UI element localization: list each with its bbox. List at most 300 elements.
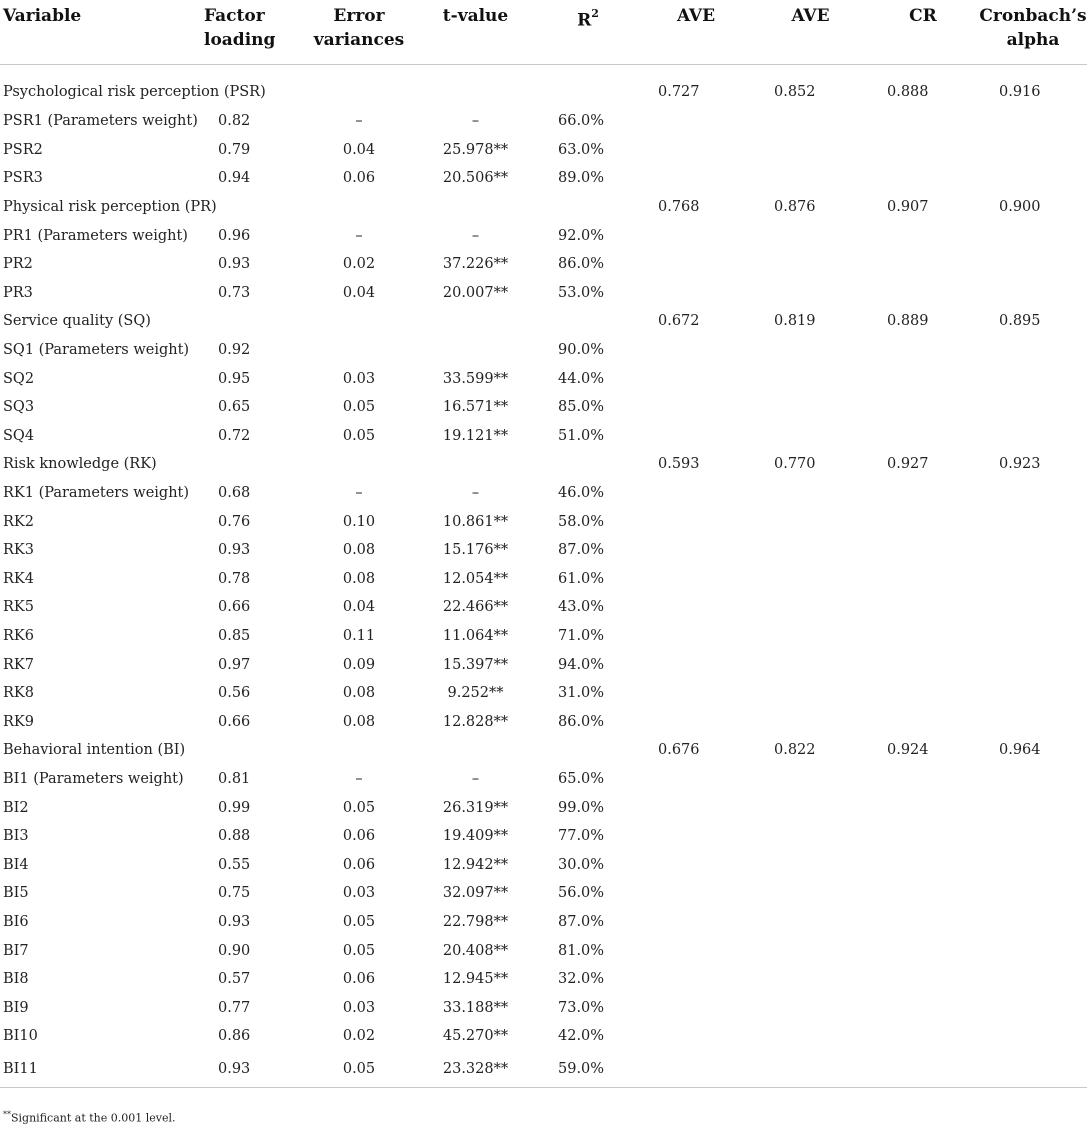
error-variance-cell: 0.11 xyxy=(342,627,376,644)
cr-cell xyxy=(867,422,979,451)
factor-loading-cell: 0.77 xyxy=(218,999,251,1016)
factor-loading-cell: 0.55 xyxy=(218,856,251,873)
ave-2-cell xyxy=(754,107,867,136)
cr-cell xyxy=(867,850,979,879)
variable-cell: PR1 (Parameters weight) xyxy=(3,227,188,244)
t-value-cell: – xyxy=(471,770,480,787)
r2-cell: 65.0% xyxy=(558,770,605,787)
error-variance-cell: 0.05 xyxy=(342,427,376,444)
error-variance-cell xyxy=(305,65,413,108)
cronbach-alpha-cell xyxy=(979,393,1087,422)
ave-2-cell xyxy=(754,221,867,250)
ave-cell: 0.593 xyxy=(658,456,700,473)
variable-cell: PSR3 xyxy=(3,170,43,187)
r2-cell: 87.0% xyxy=(558,913,605,930)
table-row xyxy=(0,993,1087,1022)
error-variance-cell xyxy=(305,736,413,765)
error-variance-cell: 0.08 xyxy=(342,542,376,559)
table-row xyxy=(0,622,1087,651)
ave-cell xyxy=(638,136,754,165)
error-variance-cell: 0.04 xyxy=(342,284,376,301)
cronbach-alpha-cell xyxy=(979,593,1087,622)
factor-loading-cell: 0.76 xyxy=(218,513,251,530)
cronbach-alpha-cell xyxy=(979,364,1087,393)
cronbach-alpha-cell: 0.964 xyxy=(999,742,1041,759)
ave-2-cell xyxy=(754,422,867,451)
cronbach-alpha-cell xyxy=(979,164,1087,193)
ave-cell xyxy=(638,250,754,279)
r2-cell: 61.0% xyxy=(558,570,605,587)
ave-2-cell xyxy=(754,622,867,651)
variable-cell: BI1 (Parameters weight) xyxy=(3,770,184,787)
factor-loading-cell: 0.97 xyxy=(218,656,251,673)
cr-cell xyxy=(867,393,979,422)
error-variance-cell xyxy=(305,450,413,479)
variable-cell: RK1 (Parameters weight) xyxy=(3,485,190,502)
ave-2-cell xyxy=(754,650,867,679)
cronbach-alpha-cell xyxy=(979,536,1087,565)
cronbach-alpha-cell xyxy=(979,1051,1087,1088)
factor-loading-cell: 0.79 xyxy=(218,141,251,158)
factor-loading-cell: 0.93 xyxy=(218,913,251,930)
ave-2-cell xyxy=(754,364,867,393)
t-value-cell: 37.226** xyxy=(442,256,509,273)
footnote-mark: ** xyxy=(3,1110,11,1119)
variable-cell: RK6 xyxy=(3,627,34,644)
cr-cell xyxy=(867,250,979,279)
cr-cell: 0.927 xyxy=(887,456,929,473)
r2-cell xyxy=(538,65,638,108)
ave-2-cell xyxy=(754,565,867,594)
table-row xyxy=(0,364,1087,393)
error-variance-cell: 0.04 xyxy=(342,599,376,616)
cr-cell xyxy=(867,364,979,393)
table-row xyxy=(0,593,1087,622)
t-value-cell: 12.054** xyxy=(442,570,509,587)
table-row xyxy=(0,565,1087,594)
variable-cell: BI7 xyxy=(3,942,29,959)
t-value-cell: – xyxy=(471,485,480,502)
r2-cell: 51.0% xyxy=(558,427,605,444)
t-value-cell: – xyxy=(471,113,480,130)
cronbach-alpha-cell xyxy=(979,993,1087,1022)
t-value-cell: 15.176** xyxy=(442,542,509,559)
ave-cell xyxy=(638,707,754,736)
table-row xyxy=(0,1022,1087,1051)
t-value-cell xyxy=(413,193,538,222)
error-variance-cell: 0.06 xyxy=(342,971,376,988)
footnote-text: Significant at the 0.001 level. xyxy=(11,1111,176,1125)
table-row xyxy=(0,279,1087,308)
r2-cell: 99.0% xyxy=(558,799,605,816)
factor-loading-cell: 0.99 xyxy=(218,799,251,816)
variable-cell: RK8 xyxy=(3,685,34,702)
factor-loading-cell: 0.93 xyxy=(218,256,251,273)
cronbach-alpha-cell xyxy=(979,107,1087,136)
error-variance-cell: – xyxy=(355,770,363,787)
r2-cell: 31.0% xyxy=(558,685,605,702)
variable-cell: PR3 xyxy=(3,284,33,301)
error-variance-cell: 0.10 xyxy=(342,513,376,530)
ave-cell: 0.672 xyxy=(658,313,700,330)
cr-cell xyxy=(867,793,979,822)
r2-cell: 30.0% xyxy=(558,856,605,873)
t-value-cell: 11.064** xyxy=(442,627,509,644)
cronbach-alpha-cell xyxy=(979,793,1087,822)
cr-cell xyxy=(867,565,979,594)
variable-cell: RK9 xyxy=(3,713,34,730)
variable-cell: PR2 xyxy=(3,256,33,273)
ave-2-cell xyxy=(754,993,867,1022)
ave-cell xyxy=(638,393,754,422)
variable-cell: PSR2 xyxy=(3,141,43,158)
t-value-cell: 12.942** xyxy=(442,856,509,873)
variable-cell: BI8 xyxy=(3,971,29,988)
variable-cell: BI6 xyxy=(3,913,29,930)
r2-cell: 43.0% xyxy=(558,599,605,616)
t-value-cell xyxy=(413,336,538,365)
variable-cell: BI4 xyxy=(3,856,29,873)
ave-cell xyxy=(638,279,754,308)
ave-2-cell xyxy=(754,822,867,851)
cr-cell: 0.889 xyxy=(887,313,929,330)
ave-2-cell xyxy=(754,879,867,908)
error-variance-cell: 0.03 xyxy=(342,885,376,902)
table-row xyxy=(0,65,1087,108)
factor-loading-cell: 0.57 xyxy=(218,971,251,988)
ave-cell xyxy=(638,679,754,708)
r2-cell: 71.0% xyxy=(558,627,605,644)
cronbach-alpha-cell xyxy=(979,879,1087,908)
header-cronbach-alpha: Cronbach’s alpha xyxy=(979,0,1087,65)
r2-cell xyxy=(538,193,638,222)
error-variance-cell: 0.09 xyxy=(342,656,376,673)
variable-cell: Physical risk perception (PR) xyxy=(3,199,217,216)
table-row xyxy=(0,765,1087,794)
r2-cell: 56.0% xyxy=(558,885,605,902)
r2-cell: 77.0% xyxy=(558,828,605,845)
cr-cell xyxy=(867,107,979,136)
r2-cell: 59.0% xyxy=(538,1051,638,1088)
table-row xyxy=(0,164,1087,193)
cronbach-alpha-cell xyxy=(979,765,1087,794)
t-value-cell: 23.328** xyxy=(413,1051,538,1088)
r2-cell: 42.0% xyxy=(558,1028,605,1045)
r2-cell xyxy=(538,307,638,336)
table-row xyxy=(0,393,1087,422)
ave-2-cell xyxy=(754,965,867,994)
cronbach-alpha-cell xyxy=(979,936,1087,965)
cronbach-alpha-cell xyxy=(979,221,1087,250)
factor-loading-cell: 0.96 xyxy=(218,227,251,244)
error-variance-cell xyxy=(305,193,413,222)
r2-cell: 85.0% xyxy=(558,399,605,416)
ave-2-cell xyxy=(754,393,867,422)
cr-cell xyxy=(867,336,979,365)
r2-cell: 53.0% xyxy=(558,284,605,301)
r2-cell: 81.0% xyxy=(558,942,605,959)
cr-cell xyxy=(867,679,979,708)
ave-2-cell xyxy=(754,250,867,279)
cronbach-alpha-cell xyxy=(979,707,1087,736)
r2-cell xyxy=(538,450,638,479)
factor-loading-cell: 0.72 xyxy=(218,427,251,444)
cr-cell xyxy=(867,221,979,250)
error-variance-cell: 0.03 xyxy=(342,999,376,1016)
t-value-cell: 9.252** xyxy=(447,685,504,702)
error-variance-cell xyxy=(305,307,413,336)
ave-2-cell: 0.770 xyxy=(774,456,816,473)
table-row xyxy=(0,250,1087,279)
cr-cell xyxy=(867,650,979,679)
cr-cell xyxy=(867,622,979,651)
error-variance-cell: 0.08 xyxy=(342,685,376,702)
factor-loading-cell: 0.86 xyxy=(218,1028,251,1045)
ave-cell xyxy=(638,536,754,565)
variable-cell: BI11 xyxy=(0,1051,200,1088)
t-value-cell: 12.828** xyxy=(442,713,509,730)
error-variance-cell: 0.05 xyxy=(342,799,376,816)
cronbach-alpha-cell xyxy=(979,850,1087,879)
factor-loading-cell: 0.82 xyxy=(218,113,251,130)
ave-2-cell xyxy=(754,479,867,508)
error-variance-cell: 0.06 xyxy=(342,170,376,187)
error-variance-cell: – xyxy=(355,113,363,130)
error-variance-cell: – xyxy=(355,485,363,502)
cr-cell xyxy=(867,279,979,308)
error-variance-cell xyxy=(305,336,413,365)
ave-cell xyxy=(638,908,754,937)
cr-cell xyxy=(867,479,979,508)
error-variance-cell: 0.06 xyxy=(342,828,376,845)
table-row xyxy=(0,450,1087,479)
ave-cell xyxy=(638,993,754,1022)
ave-cell xyxy=(638,1022,754,1051)
t-value-cell: 33.188** xyxy=(442,999,509,1016)
table-row xyxy=(0,679,1087,708)
header-error-variances: Error variances xyxy=(305,0,413,65)
variable-cell: BI9 xyxy=(3,999,29,1016)
variable-cell: RK7 xyxy=(3,656,34,673)
factor-loading-cell: 0.88 xyxy=(218,828,251,845)
cr-cell xyxy=(867,936,979,965)
table-row xyxy=(0,136,1087,165)
factor-loading-cell: 0.93 xyxy=(218,542,251,559)
variable-cell: RK2 xyxy=(3,513,34,530)
t-value-cell xyxy=(413,450,538,479)
t-value-cell: 20.007** xyxy=(442,284,509,301)
header-row xyxy=(0,0,1087,65)
t-value-cell: 16.571** xyxy=(442,399,509,416)
r2-cell: 44.0% xyxy=(558,370,605,387)
table-row xyxy=(0,307,1087,336)
factor-loading-cell: 0.92 xyxy=(218,342,251,359)
r2-cell: 58.0% xyxy=(558,513,605,530)
error-variance-cell: 0.05 xyxy=(342,942,376,959)
cr-cell xyxy=(867,164,979,193)
t-value-cell: 25.978** xyxy=(442,141,509,158)
factor-loading-cell: 0.65 xyxy=(218,399,251,416)
r2-cell: 92.0% xyxy=(558,227,605,244)
ave-2-cell xyxy=(754,850,867,879)
table-row xyxy=(0,507,1087,536)
factor-loading-cell xyxy=(200,307,305,336)
ave-2-cell xyxy=(754,793,867,822)
table-row xyxy=(0,221,1087,250)
cronbach-alpha-cell xyxy=(979,136,1087,165)
cr-cell xyxy=(867,136,979,165)
r2-cell: 87.0% xyxy=(558,542,605,559)
ave-cell xyxy=(638,822,754,851)
cr-cell: 0.907 xyxy=(887,199,929,216)
ave-2-cell xyxy=(754,936,867,965)
ave-cell xyxy=(638,793,754,822)
error-variance-cell: 0.02 xyxy=(342,1028,376,1045)
r2-cell: 73.0% xyxy=(558,999,605,1016)
table-body xyxy=(0,65,1087,1088)
ave-cell xyxy=(638,507,754,536)
error-variance-cell: 0.05 xyxy=(342,399,376,416)
cronbach-alpha-cell xyxy=(979,422,1087,451)
variable-cell: Service quality (SQ) xyxy=(3,313,151,330)
r2-cell: 63.0% xyxy=(558,141,605,158)
table-row xyxy=(0,793,1087,822)
ave-cell xyxy=(638,164,754,193)
table-row xyxy=(0,822,1087,851)
t-value-cell: 15.397** xyxy=(442,656,509,673)
t-value-cell: 32.097** xyxy=(442,885,509,902)
table-row xyxy=(0,736,1087,765)
cronbach-alpha-cell xyxy=(979,908,1087,937)
variable-cell: RK4 xyxy=(3,570,34,587)
ave-cell xyxy=(638,879,754,908)
ave-2-cell xyxy=(754,1022,867,1051)
cr-cell: 0.888 xyxy=(887,84,929,100)
t-value-cell: 19.409** xyxy=(442,828,509,845)
cronbach-alpha-cell: 0.916 xyxy=(999,84,1041,100)
table-row xyxy=(0,650,1087,679)
cronbach-alpha-cell xyxy=(979,650,1087,679)
t-value-cell: 22.466** xyxy=(442,599,509,616)
cr-cell xyxy=(867,993,979,1022)
r2-cell: 90.0% xyxy=(558,342,605,359)
ave-2-cell xyxy=(754,136,867,165)
cronbach-alpha-cell xyxy=(979,250,1087,279)
variable-cell: SQ3 xyxy=(3,399,35,416)
cr-cell xyxy=(867,593,979,622)
ave-cell xyxy=(638,622,754,651)
header-r2: $R^2$ xyxy=(538,0,638,65)
ave-2-cell xyxy=(754,908,867,937)
ave-cell xyxy=(638,765,754,794)
ave-cell: 0.768 xyxy=(658,199,700,216)
factor-loading-cell: 0.90 xyxy=(218,942,251,959)
header-t-value: t-value xyxy=(413,0,538,65)
variable-cell: SQ1 (Parameters weight) xyxy=(3,342,190,359)
t-value-cell: – xyxy=(471,227,480,244)
variable-cell: RK5 xyxy=(3,599,34,616)
variable-cell: BI3 xyxy=(3,828,29,845)
factor-loading-cell: 0.66 xyxy=(218,713,251,730)
ave-2-cell: 0.822 xyxy=(774,742,816,759)
ave-cell xyxy=(638,850,754,879)
ave-2-cell xyxy=(754,765,867,794)
cr-cell xyxy=(867,507,979,536)
error-variance-cell: – xyxy=(355,227,363,244)
ave-2-cell: 0.819 xyxy=(774,313,816,330)
cr-cell xyxy=(867,965,979,994)
r2-cell xyxy=(538,736,638,765)
cr-cell xyxy=(867,908,979,937)
ave-2-cell xyxy=(754,279,867,308)
cronbach-alpha-cell: 0.923 xyxy=(999,456,1041,473)
t-value-cell xyxy=(413,307,538,336)
ave-cell: 0.727 xyxy=(658,84,700,100)
t-value-cell: 19.121** xyxy=(442,427,509,444)
table-row xyxy=(0,336,1087,365)
cronbach-alpha-cell xyxy=(979,965,1087,994)
error-variance-cell: 0.02 xyxy=(342,256,376,273)
footnote xyxy=(3,1110,176,1125)
table-row xyxy=(0,908,1087,937)
cr-cell xyxy=(867,536,979,565)
table-row xyxy=(0,965,1087,994)
table-row xyxy=(0,479,1087,508)
ave-cell xyxy=(638,965,754,994)
t-value-cell: 33.599** xyxy=(442,370,509,387)
variable-cell: Risk knowledge (RK) xyxy=(3,456,157,473)
error-variance-cell: 0.08 xyxy=(342,570,376,587)
cr-cell xyxy=(867,1022,979,1051)
variable-cell: BI5 xyxy=(3,885,29,902)
ave-cell xyxy=(638,936,754,965)
factor-loading-cell: 0.78 xyxy=(218,570,251,587)
variable-cell: Psychological risk perception (PSR) xyxy=(3,84,266,100)
cr-cell xyxy=(867,765,979,794)
header-variable: Variable xyxy=(0,0,200,65)
factor-loading-cell: 0.73 xyxy=(218,284,251,301)
ave-cell xyxy=(638,565,754,594)
factor-loading-cell: 0.68 xyxy=(218,485,251,502)
ave-2-cell xyxy=(754,679,867,708)
header-ave: AVE xyxy=(638,0,754,65)
ave-2-cell xyxy=(754,1051,867,1088)
r2-cell: 46.0% xyxy=(558,485,605,502)
factor-loading-cell: 0.75 xyxy=(218,885,251,902)
ave-2-cell xyxy=(754,507,867,536)
ave-2-cell xyxy=(754,536,867,565)
factor-loading-cell: 0.81 xyxy=(218,770,251,787)
ave-cell: 0.676 xyxy=(658,742,700,759)
t-value-cell: 20.408** xyxy=(442,942,509,959)
t-value-cell: 45.270** xyxy=(442,1028,509,1045)
ave-cell xyxy=(638,364,754,393)
ave-2-cell xyxy=(754,707,867,736)
cronbach-alpha-cell xyxy=(979,679,1087,708)
factor-loading-cell xyxy=(200,450,305,479)
table-row xyxy=(0,879,1087,908)
cronbach-alpha-cell xyxy=(979,507,1087,536)
cronbach-alpha-cell xyxy=(979,622,1087,651)
cronbach-alpha-cell: 0.895 xyxy=(999,313,1041,330)
cronbach-alpha-cell: 0.900 xyxy=(999,199,1041,216)
t-value-cell: 12.945** xyxy=(442,971,509,988)
table-row xyxy=(0,936,1087,965)
ave-cell xyxy=(638,650,754,679)
ave-cell xyxy=(638,221,754,250)
cronbach-alpha-cell xyxy=(979,336,1087,365)
t-value-cell xyxy=(413,65,538,108)
